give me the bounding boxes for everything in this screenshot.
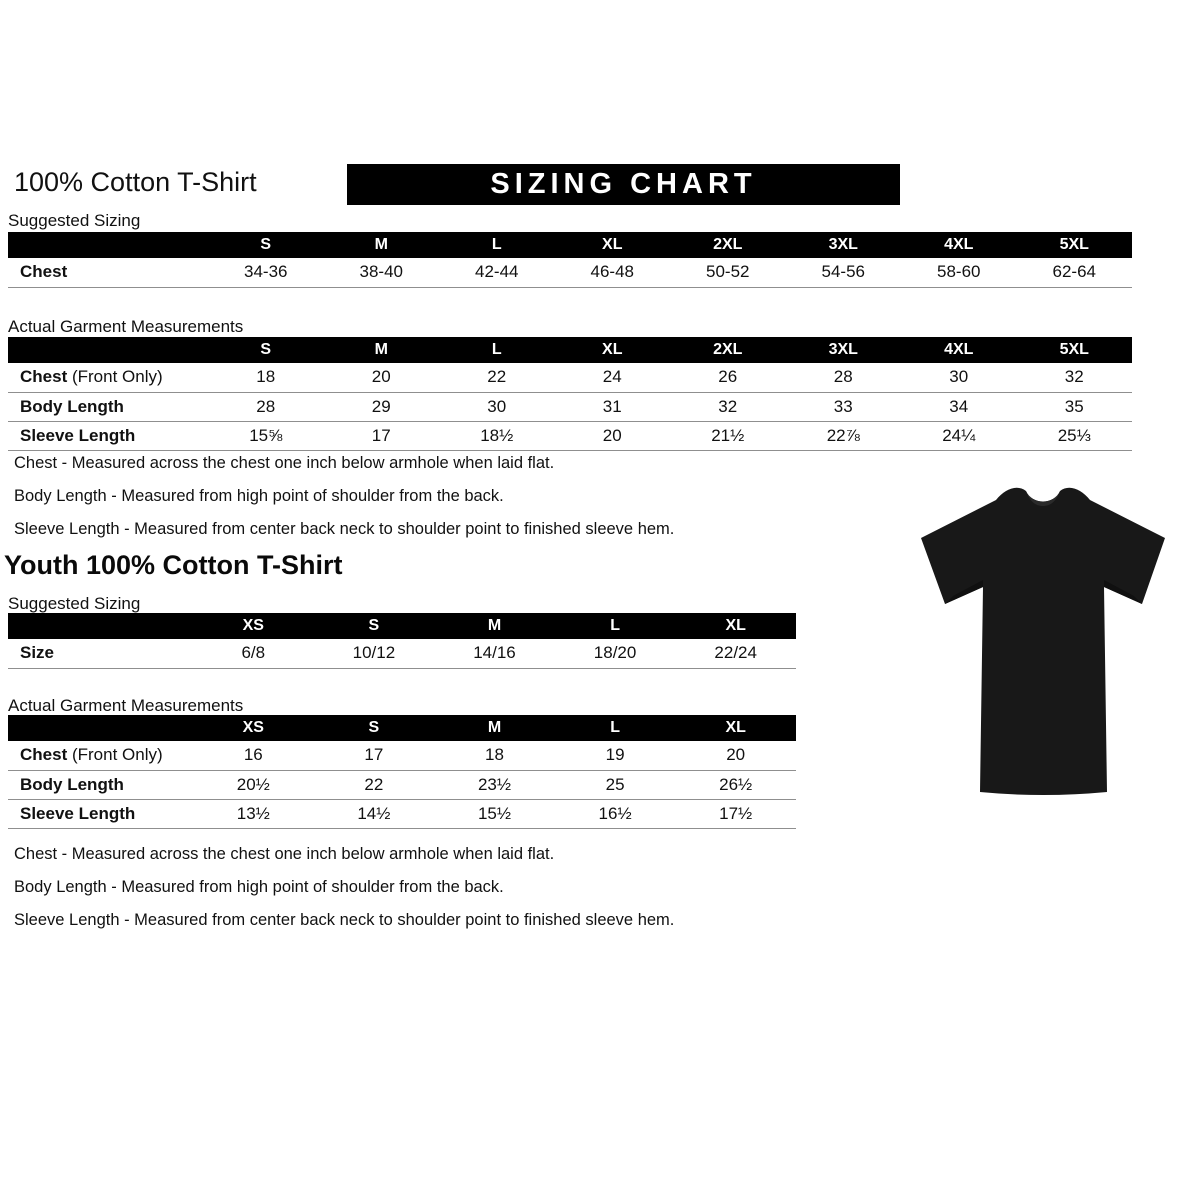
table-row [8,639,796,668]
tshirt-image [893,476,1193,810]
size-column-header: L [555,613,676,639]
row-label [8,741,193,770]
size-column-header: 5XL [1017,337,1133,363]
table-row [8,770,796,799]
row-label-suffix: (Front Only) [67,367,163,387]
row-label [8,363,208,392]
page-title: 100% Cotton T-Shirt [14,167,257,197]
measurement-cell: 34-36 [208,258,324,287]
adult-actual-measurements-table [8,337,1132,451]
size-column-header: S [314,613,435,639]
tshirt-body-shape [921,488,1165,795]
measurement-cell: 21½ [670,421,786,450]
measurement-cell: 26½ [675,770,796,799]
note-chest: Chest - Measured across the chest one inch below armhole when laid flat. [14,454,555,472]
size-column-header: L [555,715,676,741]
measurement-cell: 14½ [314,799,435,828]
table-row [8,799,796,828]
measurement-cell: 50-52 [670,258,786,287]
measurement-cell: 18 [434,741,555,770]
measurement-cell: 6/8 [193,639,314,668]
adult-measurement-notes [14,454,674,553]
measurement-cell: 17½ [675,799,796,828]
note-body-length: Body Length - Measured from high point of shoulder from the back. [14,878,504,896]
youth-measurement-notes [14,845,674,944]
size-column-header: XS [193,715,314,741]
row-label-suffix: (Front Only) [67,745,163,765]
size-column-header: XL [555,232,671,258]
measurement-cell: 32 [1017,363,1133,392]
measurement-cell: 30 [901,363,1017,392]
youth-suggested-sizing-label: Suggested Sizing [8,594,141,613]
note-sleeve-length: Sleeve Length - Measured from center back neck to shoulder point to finished sleeve hem. [14,520,675,538]
size-header-row [8,613,796,639]
youth-actual-measurements-label: Actual Garment Measurements [8,696,244,715]
measurement-cell: 58-60 [901,258,1017,287]
size-column-header: M [434,715,555,741]
size-column-header: M [324,337,440,363]
adult-suggested-sizing-label: Suggested Sizing [8,211,141,230]
row-label [8,799,193,828]
size-column-header: XL [555,337,671,363]
row-label-text: Chest [20,262,68,282]
size-column-header [8,715,193,741]
measurement-cell: 14/16 [434,639,555,668]
measurement-cell: 25⅓ [1017,421,1133,450]
measurement-cell: 42-44 [439,258,555,287]
size-column-header: L [439,232,555,258]
measurement-cell: 24¼ [901,421,1017,450]
measurement-cell: 23½ [434,770,555,799]
row-label [8,421,208,450]
adult-actual-measurements-label: Actual Garment Measurements [8,317,244,336]
size-column-header: XL [675,613,796,639]
note-sleeve-length: Sleeve Length - Measured from center back neck to shoulder point to finished sleeve hem. [14,911,675,929]
size-column-header: 3XL [786,337,902,363]
measurement-cell: 32 [670,392,786,421]
measurement-cell: 22 [314,770,435,799]
measurement-cell: 22/24 [675,639,796,668]
measurement-cell: 28 [208,392,324,421]
size-column-header: 2XL [670,337,786,363]
size-column-header: M [434,613,555,639]
size-column-header [8,232,208,258]
size-column-header [8,613,193,639]
size-column-header: M [324,232,440,258]
note-body-length: Body Length - Measured from high point of shoulder from the back. [14,487,504,505]
measurement-cell: 54-56 [786,258,902,287]
measurement-cell: 35 [1017,392,1133,421]
measurement-cell: 34 [901,392,1017,421]
measurement-cell: 15⅝ [208,421,324,450]
measurement-cell: 13½ [193,799,314,828]
measurement-cell: 62-64 [1017,258,1133,287]
measurement-cell: 15½ [434,799,555,828]
youth-actual-measurements-table [8,715,796,829]
measurement-cell: 10/12 [314,639,435,668]
measurement-cell: 18/20 [555,639,676,668]
measurement-cell: 26 [670,363,786,392]
size-column-header: S [208,337,324,363]
measurement-cell: 20½ [193,770,314,799]
measurement-cell: 18 [208,363,324,392]
row-label-text: Chest [20,745,68,765]
note-chest: Chest - Measured across the chest one inch below armhole when laid flat. [14,845,555,863]
measurement-cell: 20 [324,363,440,392]
size-column-header: S [208,232,324,258]
youth-section-title: Youth 100% Cotton T-Shirt [4,550,343,580]
size-column-header: 4XL [901,232,1017,258]
table-row [8,392,1132,421]
measurement-cell: 25 [555,770,676,799]
measurement-cell: 19 [555,741,676,770]
measurement-cell: 33 [786,392,902,421]
table-row [8,363,1132,392]
row-label-text: Sleeve Length [20,425,136,445]
size-header-row [8,232,1132,258]
size-column-header: L [439,337,555,363]
row-label-text: Size [20,643,55,663]
measurement-cell: 17 [314,741,435,770]
row-label [8,258,208,287]
row-label-text: Body Length [20,774,124,794]
row-label [8,639,193,668]
measurement-cell: 20 [555,421,671,450]
measurement-cell: 30 [439,392,555,421]
size-header-row [8,337,1132,363]
youth-suggested-sizing-table [8,613,796,669]
size-column-header: XS [193,613,314,639]
measurement-cell: 22 [439,363,555,392]
row-label [8,392,208,421]
size-column-header: XL [675,715,796,741]
measurement-cell: 38-40 [324,258,440,287]
table-row [8,258,1132,287]
measurement-cell: 20 [675,741,796,770]
measurement-cell: 31 [555,392,671,421]
row-label [8,770,193,799]
measurement-cell: 16 [193,741,314,770]
size-column-header: 3XL [786,232,902,258]
table-row [8,421,1132,450]
adult-suggested-sizing-table [8,232,1132,288]
row-label-text: Sleeve Length [20,803,136,823]
measurement-cell: 46-48 [555,258,671,287]
size-column-header: S [314,715,435,741]
size-column-header: 5XL [1017,232,1133,258]
measurement-cell: 29 [324,392,440,421]
size-header-row [8,715,796,741]
measurement-cell: 28 [786,363,902,392]
row-label-text: Chest [20,367,68,387]
sizing-chart-banner: SIZING CHART [347,164,900,205]
measurement-cell: 17 [324,421,440,450]
size-column-header: 4XL [901,337,1017,363]
measurement-cell: 22⅞ [786,421,902,450]
table-row [8,741,796,770]
measurement-cell: 18½ [439,421,555,450]
measurement-cell: 16½ [555,799,676,828]
row-label-text: Body Length [20,396,124,416]
size-column-header: 2XL [670,232,786,258]
measurement-cell: 24 [555,363,671,392]
size-column-header [8,337,208,363]
